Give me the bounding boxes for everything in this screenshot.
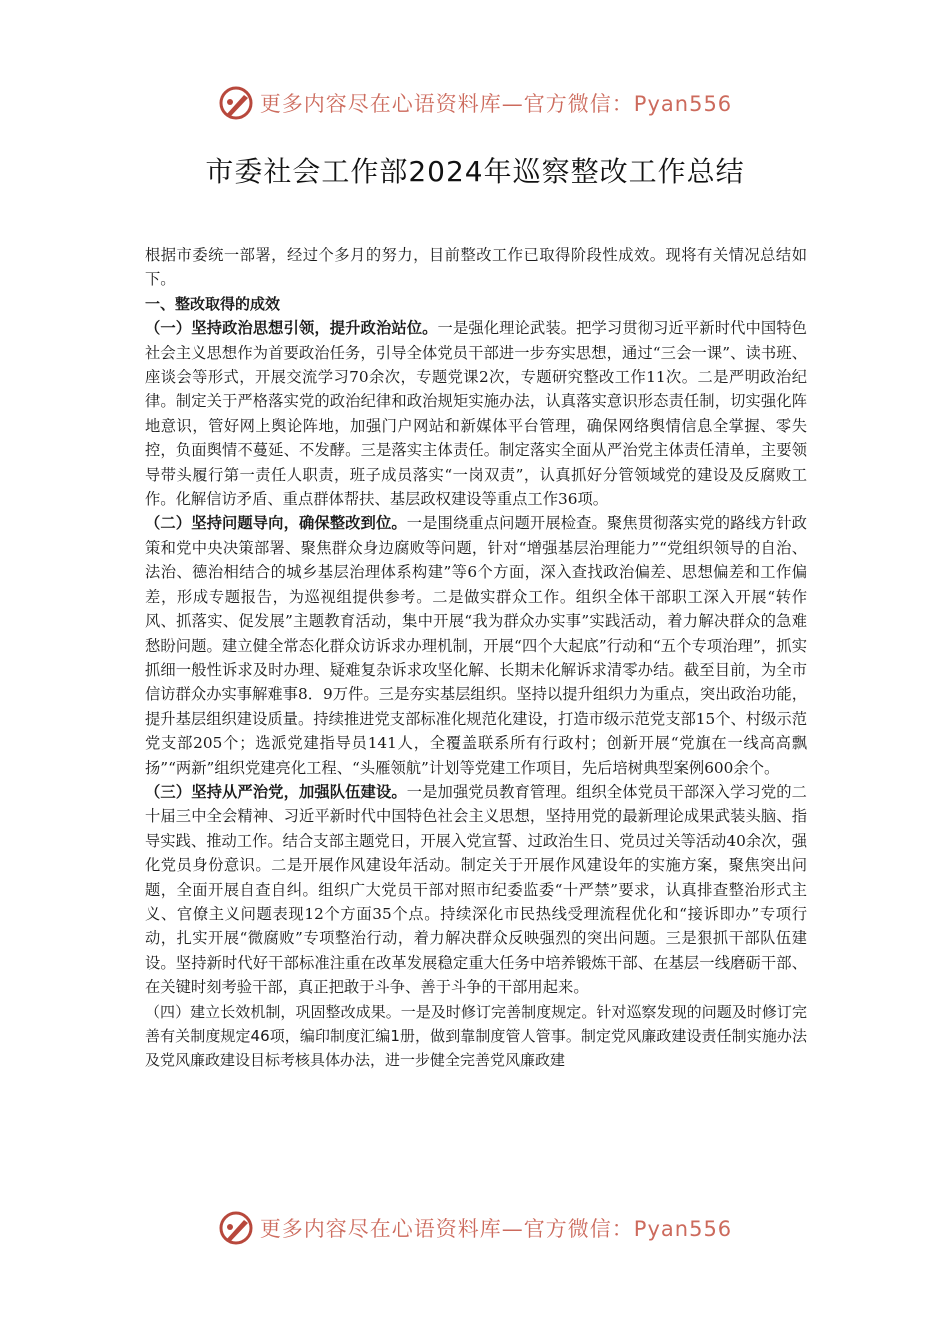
paragraph-body: 一是及时修订完善制度规定。针对巡察发现的问题及时修订完善有关制度规定46项，编印制度汇编1册，做到靠制度管人管事。制定党风廉政建设责任制实施办法及党风廉政建设目标考核具体办法，进一步健全完善党风廉政建: [145, 1002, 807, 1070]
paragraph-body: 一是围绕重点问题开展检查。聚焦贯彻落实党的路线方针政策和党中央决策部署、聚焦群众身边腐败等问题，针对“增强基层治理能力”“党组织领导的自治、法治、德治相结合的城乡基层治理体系构建”等6个方面，深入查找政治偏差、思想偏差和工作偏差，形成专题报告，为巡视组提供参考。二是做实群众工作。组织全体干部职工深入开展“转作风、抓落实、促发展”主题教育活动，集中开展“我为群众办实事”实践活动，着力解决群众的急难愁盼问题。建立健全常态化群众访诉求办理机制，开展“四个大起底”行动和“五个专项治理”，抓实抓细一般性诉求及时办理、疑难复杂诉求攻坚化解、长期未化解诉求清零办结。截至目前，为全市信访群众办实事解难事8．9万件。三是夯实基层组织。坚持以提升组织力为重点，突出政治功能，提升基层组织建设质量。持续推进党支部标准化规范化建设，打造市级示范党支部15个、村级示范党支部205个；选派党建指导员141人，全覆盖联系所有行政村；创新开展“党旗在一线高高飘扬”“两新”组织党建亮化工程、“头雁领航”计划等党建工作项目，先后培树典型案例600余个。: [145, 514, 807, 777]
pen-circle-logo-icon: [218, 85, 254, 121]
watermark-footer: [0, 1208, 950, 1248]
paragraph-3: [145, 780, 807, 1000]
intro-paragraph: 根据市委统一部署，经过个多月的努力，目前整改工作已取得阶段性成效。现将有关情况总结如下。: [145, 246, 807, 289]
watermark-text: 更多内容尽在心语资料库—官方微信：Pyan556: [259, 92, 733, 116]
pen-circle-logo-icon: [218, 1210, 254, 1246]
page-title: 市委社会工作部2024年巡察整改工作总结: [205, 155, 745, 188]
paragraph-lead: （三）坚持从严治党，加强队伍建设。: [145, 782, 407, 801]
paragraph-1: [145, 316, 807, 511]
document-body: [145, 243, 807, 1073]
watermark-header: [0, 83, 950, 123]
paragraph-lead: （二）坚持问题导向，确保整改到位。: [145, 514, 407, 533]
paragraph-lead: （四）建立长效机制，巩固整改成果。: [145, 1002, 401, 1021]
section-heading: 一、整改取得的成效: [145, 294, 281, 313]
paragraph-body: 一是强化理论武装。把学习贯彻习近平新时代中国特色社会主义思想作为首要政治任务，引导全体党员干部进一步夯实思想，通过“三会一课”、读书班、座谈会等形式，开展交流学习70余次，专题党课2次，专题研究整改工作11次。二是严明政治纪律。制定关于严格落实党的政治纪律和政治规矩实施办法，认真落实意识形态责任制，切实强化阵地意识，管好网上舆论阵地，加强门户网站和新媒体平台管理，确保网络舆情信息全掌握、零失控，负面舆情不蔓延、不发酵。三是落实主体责任。制定落实全面从严治党主体责任清单，主要领导带头履行第一责任人职责，班子成员落实“一岗双责”，认真抓好分管领域党的建设及反腐败工作。化解信访矛盾、重点群体帮扶、基层政权建设等重点工作36项。: [145, 319, 807, 509]
paragraph-body: 一是加强党员教育管理。组织全体党员干部深入学习党的二十届三中全会精神、习近平新时代中国特色社会主义思想，坚持用党的最新理论成果武装头脑、指导实践、推动工作。结合支部主题党日，开展入党宣誓、过政治生日、党员过关等活动40余次，强化党员身份意识。二是开展作风建设年活动。制定关于开展作风建设年的实施方案，聚焦突出问题，全面开展自查自纠。组织广大党员干部对照市纪委监委“十严禁”要求，认真排查整治形式主义、官僚主义问题表现12个方面35个点。持续深化市民热线受理流程优化和“接诉即办”专项行动，扎实开展“微腐败”专项整治行动，着力解决群众反映强烈的突出问题。三是狠抓干部队伍建设。坚持新时代好干部标准注重在改革发展稳定重大任务中培养锻炼干部、在基层一线磨砺干部、在关键时刻考验干部，真正把敢于斗争、善于斗争的干部用起来。: [145, 782, 807, 997]
watermark-text: 更多内容尽在心语资料库—官方微信：Pyan556: [259, 1217, 733, 1241]
paragraph-4: [145, 1000, 807, 1073]
paragraph-lead: （一）坚持政治思想引领，提升政治站位。: [145, 319, 438, 338]
paragraph-2: [145, 511, 807, 779]
